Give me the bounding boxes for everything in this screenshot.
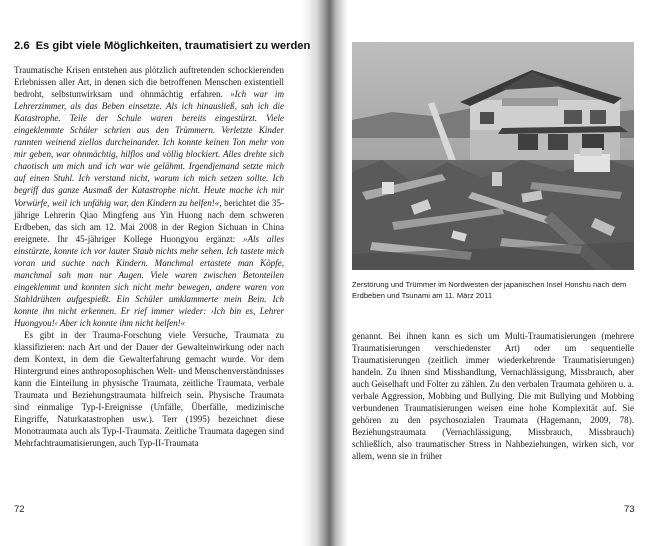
section-heading [14,40,311,52]
page-number-right: 73 [624,504,635,515]
right-body-text: genannt. Bei ihnen kann es sich um Multi-Traumatisierungen (mehrere Traumatisierungen verschiedenster Art) oder um sequentielle Traumatisierungen (zeitlich immer wiederkehrende Traumatisierungen) handeln. Zu ihnen sind Misshandlung, Vernachlässigung, Missbrauch, aber auch Geiselhaft und Folter zu zählen. Zu den verbalen Traumata gehören u. a. verbale Aggression, Mobbing und Bullying. Die mit Bullying und Mobbing verbundenen Traumatisierungen weisen eine hohe Komplexität auf. Sie gehören zu den psychosozialen Traumata (Hagemann, 2009, 78). Beziehungstraumata (Vernachlässigung, Missbrauch, Missbrauch) schließlich, also traumatischer Stress in Nahbeziehungen, wirken sich, vor allem, wenn sie in früher [352,331,634,462]
book-gutter [300,0,348,546]
paragraph: Es gibt in der Trauma-Forschung viele Versuche, Traumata zu klassifizieren: nach Art und der Dauer der Gewalteinwirkung oder nach dem Kontext, in dem die Gewalterfahrung gemacht wurde. Vor dem Hintergrund eines anthroposophischen Welt- und Menschenverständnisses kann die Einteilung in physische Traumata, zeitliche Traumata, verbale Traumata und Beziehungstraumata hilfreich sein. Physische Traumata sind einmalige Typ-I-Ereignisse (Unfälle, Überfälle, medizinische Eingriffe, Naturkatastrophen usw.). Terr (1995) bezeichnet diese Monotraumata auch als Typ-I-Traumata. Zeitliche Traumata dagegen sind Mehrfachtraumatisierungen, auch Typ-II-Traumata [14,330,284,449]
paragraph-text: , berichtet die 35-jährige Lehrerin Qiao Mingfeng aus Yin Huong nach dem schweren Erdbeben, das sich am 12. Mai 2008 in der Region Sichuan in China ereignete. Ihr 45-jähriger Kollege Huongyou ergänzt: [14,197,284,244]
quote-teacher: »Ich war im Lehrerzimmer, als das Beben einsetzte. Als ich hinausließ, sah ich die Katastrophe. Teile der Schule waren bereits eingestürzt. Viele eingeklemmte Schüler schrien aus den Trümmern. Verletzte Kinder rannten weinend ziellos durcheinander. Ich konnte keinen Ton mehr von mir geben, war ohnmächtig, hilflos und völlig blockiert. Alles drehte sich chaotisch um mich und ich war wie gelähmt. Irgendjemand setzte mich auf einen Stuhl. Ich verstand nicht, warum ich mich setzen sollte. Ich begriff das ganze Ausmaß der Katastrophe nicht. Heute mache ich mir Vorwürfe, weil ich unfähig war, den Kindern zu helfen!« [14,89,284,208]
paragraph [14,64,284,329]
photo-earthquake-debris [352,42,634,270]
quote-colleague: »Als alles einstürzte, konnte ich vor lauter Staub nichts mehr sehen. Ich tastete mich voran und suchte nach Kindern. Manchmal ertastete man Köpfe, manchmal sah man nur Augen. Viele waren zwischen Betonteilen eingeklemmt und konnten sich nicht mehr bewegen, andere waren von Stahldrähten aufgespießt. Ein Schüler umklammerte mein Bein. Ich konnte ihn nicht erkennen. Er rief immer wieder: ›Ich bin es, Lehrer Huongyou!‹ Aber ich konnte ihm nicht helfen!« [14,233,284,328]
section-title: Es gibt viele Möglichkeiten, traumatisiert zu werden [35,40,311,52]
photo-caption: Zerstörung und Trümmer im Nordwesten der japanischen Insel Honshu nach dem Erdbeben und Tsunami am 11. März 2011 [352,280,627,300]
page-number-left: 72 [14,504,25,515]
section-number: 2.6 [14,40,30,52]
left-body-text [14,64,284,450]
paragraph-text: Traumatische Krisen entstehen aus plötzlich auftretenden schockierenden Erlebnissen aller Art, in denen sich die betroffenen Menschen existentiell bedroht, selbstunwirksam und ohnmächtig erfahren. [14,65,284,100]
